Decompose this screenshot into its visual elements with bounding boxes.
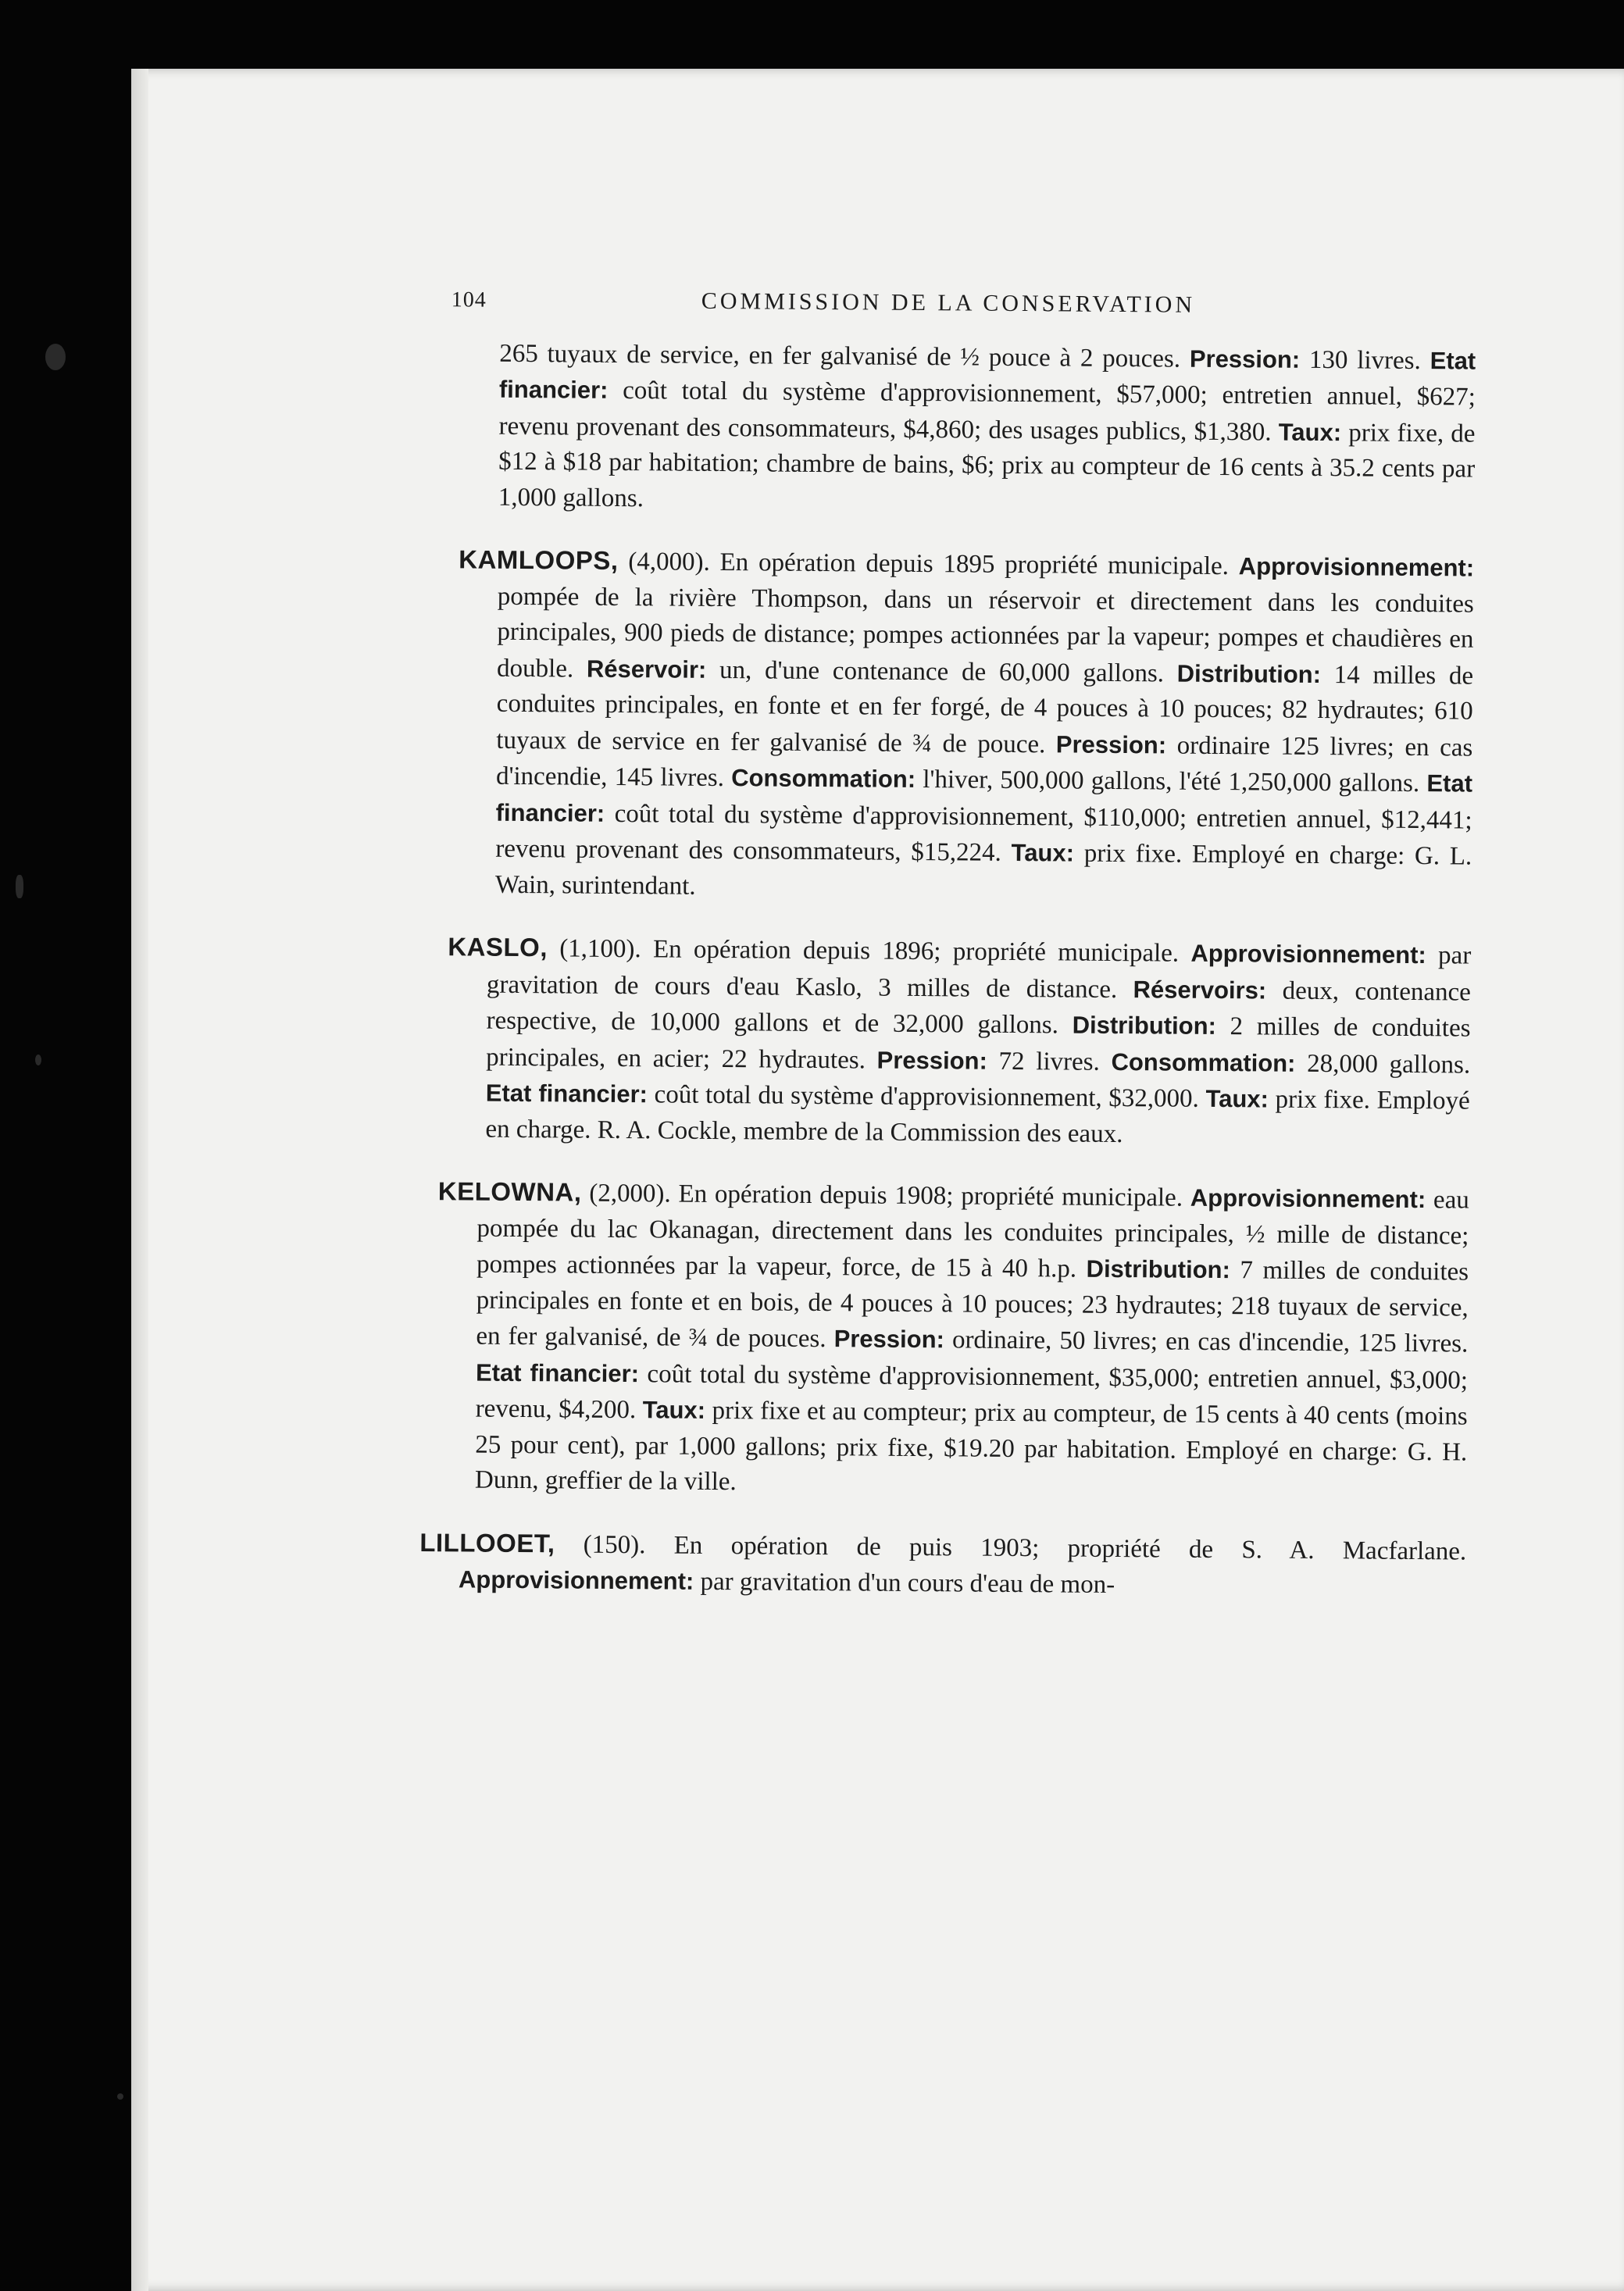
body-text: (150). En opération de puis 1903; propriété de S. A. Macfarlane. — [555, 1529, 1467, 1566]
field-label: Pression: — [833, 1325, 945, 1354]
field-label: Etat financier: — [485, 1079, 648, 1108]
field-label: Pression: — [876, 1046, 988, 1075]
field-label: Taux: — [1278, 418, 1342, 446]
town-entry — [437, 1174, 1469, 1506]
body-text: deux, contenance respective, de 10,000 gallons et de 32,000 gallons. — [486, 976, 1472, 1040]
body-text: par gravitation d'un cours d'eau de mon- — [694, 1567, 1115, 1600]
field-label: Distribution: — [1072, 1011, 1217, 1040]
field-label: Etat financier: — [495, 769, 1473, 827]
field-label: Approvisionnement: — [1190, 1183, 1426, 1214]
field-label: Pression: — [1189, 344, 1301, 373]
town-name: KELOWNA, — [437, 1176, 582, 1207]
field-label: Taux: — [1205, 1084, 1269, 1113]
body-text: coût total du système d'approvisionnement, $35,000; entretien annuel, $3,000; revenu, $4,200. — [475, 1359, 1469, 1425]
town-entry — [459, 542, 1475, 911]
page-number: 104 — [451, 287, 487, 312]
running-header — [452, 281, 1476, 326]
body-text: (4,000). En opération depuis 1895 propriété municipale. — [618, 547, 1239, 581]
town-entry — [448, 930, 1472, 1155]
body-text: coût total du système d'approvisionnement, $110,000; entretien annuel, $12,441; revenu provenant des consommateurs, $15,224. — [495, 799, 1472, 867]
body-text: 2 milles de conduites principales, en acier; 22 hydrautes. — [486, 1012, 1471, 1075]
field-label: Etat financier: — [475, 1358, 640, 1387]
body-text: ordinaire 125 livres; en cas d'incendie, 145 livres. — [495, 731, 1473, 793]
body-text: pompée de la rivière Thompson, dans un réservoir et directement dans les conduites principales, 900 pieds de distance; pompes actionnées par la vapeur; pompes et chaudières en double. — [496, 582, 1474, 683]
field-label: Distribution: — [1176, 659, 1322, 688]
field-label: Approvisionnement: — [1238, 552, 1475, 582]
body-text: 7 milles de conduites principales en fonte et en bois, de 4 pouces à 10 pouces; 23 hydrautes; 218 tuyaux de service, en fer galvanisé, de ¾ de pouces. — [476, 1256, 1469, 1354]
body-text: 130 livres. — [1300, 345, 1430, 375]
field-label: Réservoir: — [586, 655, 707, 683]
field-label: Approvisionnement: — [458, 1565, 694, 1595]
body-text: par gravitation de cours d'eau Kaslo, 3 milles de distance. — [486, 941, 1472, 1004]
field-label: Consommation: — [731, 764, 916, 793]
town-entry — [419, 1525, 1467, 1606]
body-text: 14 milles de conduites principales, en fonte et en fer forgé, de 4 pouces à 10 pouces; 82 hydrautes; 610 tuyaux de service en fer galvanisé de ¾ de pouce. — [496, 660, 1474, 758]
ink-speck — [16, 875, 23, 898]
field-label: Etat financier: — [498, 346, 1476, 404]
ink-speck — [35, 1055, 41, 1065]
page-edge — [131, 69, 148, 2291]
ink-speck — [117, 2093, 123, 2100]
field-label: Taux: — [642, 1396, 706, 1424]
town-name: LILLOOET, — [419, 1527, 555, 1558]
body-text: prix fixe, de $12 à $18 par habitation; chambre de bains, $6; prix au compteur de 16 cents à 35.2 cents par 1,000 gallons. — [498, 418, 1476, 512]
field-label: Pression: — [1055, 730, 1167, 759]
town-name: KASLO, — [448, 932, 548, 962]
page-content — [411, 281, 1476, 1633]
body-text: prix fixe. Employé en charge: G. L. Wain, surintendant. — [494, 839, 1472, 901]
field-label: Taux: — [1011, 838, 1075, 867]
town-name: KAMLOOPS, — [459, 544, 619, 575]
body-text: prix fixe. Employé en charge. R. A. Cockle, membre de la Commission des eaux. — [485, 1085, 1470, 1148]
body-text: coût total du système d'approvisionnement, $32,000. — [647, 1080, 1206, 1113]
body-text: eau pompée du lac Okanagan, directement dans les conduites principales, ½ mille de distance; pompes actionnées par la vapeur, force, de 15 à 40 h.p. — [476, 1186, 1469, 1283]
body-text: coût total du système d'approvisionnement, $57,000; entretien annuel, $627; revenu provenant des consommateurs, $4,860; des usages publics, $1,380. — [498, 376, 1476, 447]
body-text: l'hiver, 500,000 gallons, l'été 1,250,000 gallons. — [915, 765, 1427, 798]
running-title: COMMISSION DE LA CONSERVATION — [701, 287, 1196, 318]
body-text: 265 tuyaux de service, en fer galvanisé de ½ pouce à 2 pouces. — [499, 339, 1190, 373]
field-label: Réservoirs: — [1133, 975, 1267, 1005]
body-text: (1,100). En opération depuis 1896; propriété municipale. — [547, 934, 1191, 968]
body-text: ordinaire, 50 livres; en cas d'incendie, 125 livres. — [944, 1326, 1469, 1358]
body-text: 72 livres. — [987, 1047, 1112, 1076]
ink-speck — [45, 344, 66, 370]
body-text: prix fixe et au compteur; prix au compteur, de 15 cents à 40 cents (moins 25 pour cent), par 1,000 gallons; prix fixe, $19.20 par habitation. Employé en charge: G. H. Dunn, greffier de la ville. — [474, 1396, 1468, 1497]
field-label: Consommation: — [1111, 1047, 1296, 1077]
body-text: (2,000). En opération depuis 1908; propriété municipale. — [581, 1179, 1190, 1212]
continuation-paragraph — [498, 335, 1476, 523]
field-label: Distribution: — [1086, 1254, 1231, 1284]
field-label: Approvisionnement: — [1190, 939, 1426, 969]
town-entries — [412, 541, 1475, 1606]
body-text: un, d'une contenance de 60,000 gallons. — [706, 655, 1177, 688]
body-text: 28,000 gallons. — [1295, 1049, 1471, 1079]
